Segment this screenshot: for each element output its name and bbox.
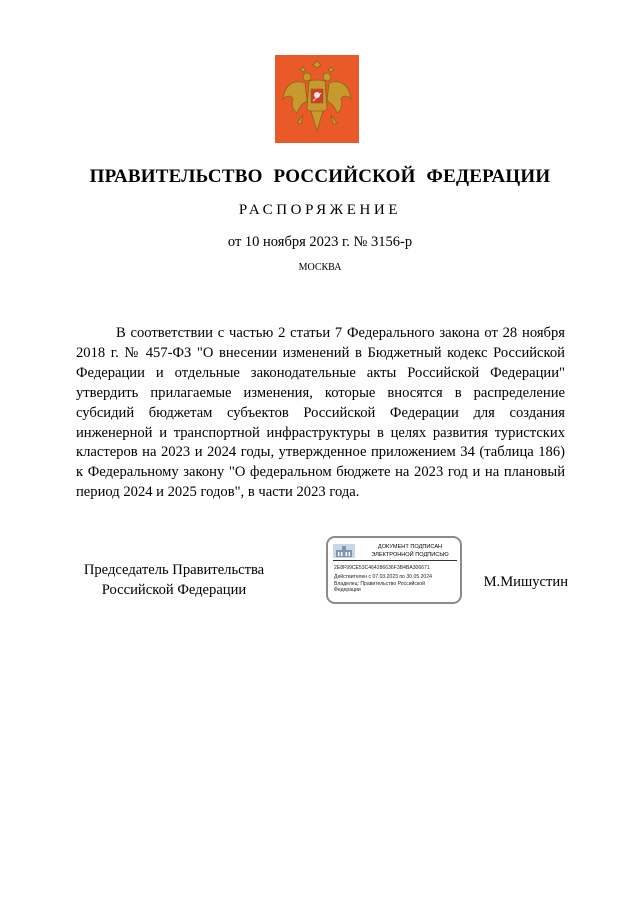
stamp-title [362,544,458,559]
document-city: МОСКВА [298,262,342,273]
signer-position [76,561,272,600]
russian-coat-of-arms-icon [275,55,359,143]
stamp-certificate: 2E8F99CE53C464286636F3B4BA306671 [334,565,430,571]
signer-name: М.Мишустин [483,574,568,590]
body-text [76,324,565,503]
document-type: РАСПОРЯЖЕНИЕ [238,202,402,218]
body-paragraph: В соответствии с частью 2 статьи 7 Федерального закона от 28 ноября 2018 г. № 457-ФЗ "О внесении изменений в Бюджетный кодекс Российской Федерации и отдельные законодательные акты Российской Федерации" утвердить прилагаемые изменения, которые вносятся в распределение субсидий бюджетам субъектов Российской Федерации для создания инженерной и транспортной инфраструктуры в целях развития туристских кластеров на 2023 и 2024 годы, утвержденное приложением 34 (таблица 186) к Федеральному закону "О федеральном бюджете на 2023 год и на плановый период 2024 и 2025 годов", в части 2023 года. [76,325,565,501]
stamp-divider [333,560,457,561]
stamp-owner-line1: Владелец: Правительство Российской [334,581,425,587]
document-date-number: от 10 ноября 2023 г. № 3156-р [227,234,413,250]
stamp-title-line2: ЭЛЕКТРОННОЙ ПОДПИСЬЮ [371,551,449,558]
signer-position-line2: Российской Федерации [101,581,247,598]
stamp-validity: Действителен с 07.03.2023 по 30.05.2024 [334,574,432,580]
signer-position-line1: Председатель Правительства [83,562,265,578]
building-icon [333,544,355,558]
organization-title: ПРАВИТЕЛЬСТВО РОССИЙСКОЙ ФЕДЕРАЦИИ [89,166,551,187]
stamp-owner-line2: Федерации [334,587,361,593]
electronic-signature-stamp [326,536,462,604]
stamp-title-line1: ДОКУМЕНТ ПОДПИСАН [377,544,443,550]
